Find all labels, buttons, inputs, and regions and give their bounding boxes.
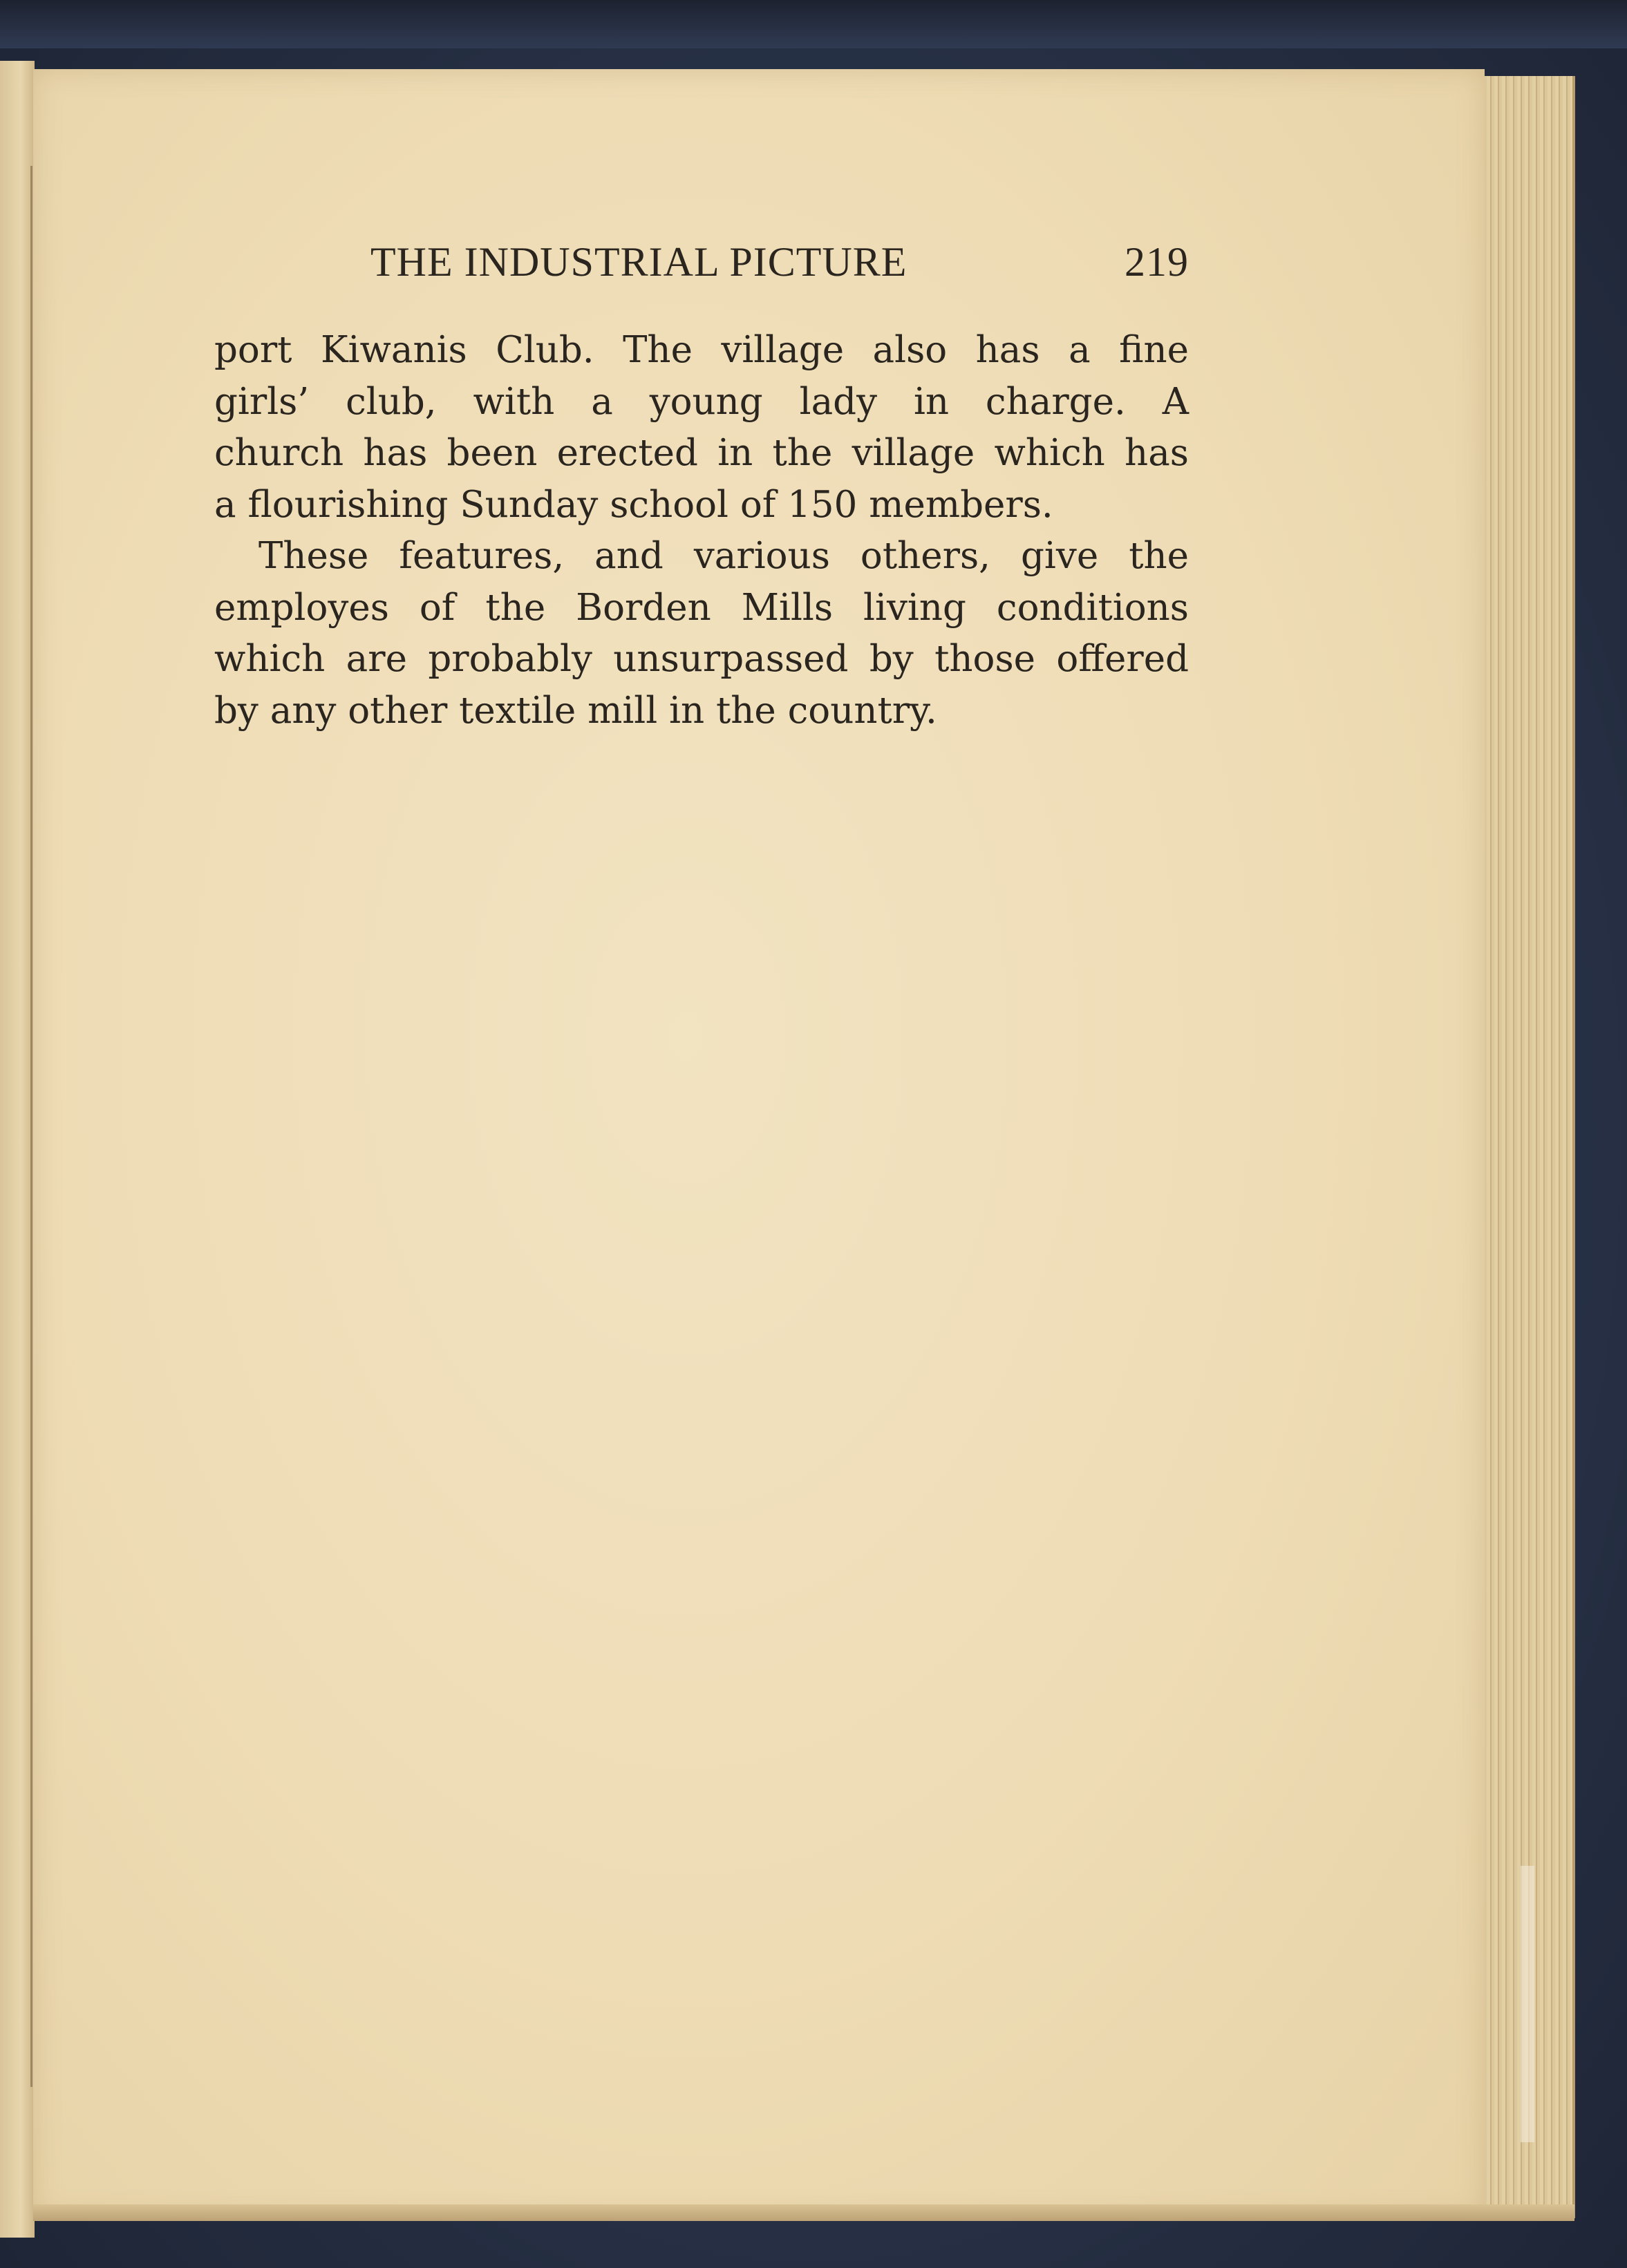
text-line: by any other textile mill in the country. xyxy=(214,689,937,732)
paragraph xyxy=(214,325,1189,531)
cover-top-edge xyxy=(0,0,1627,48)
paragraph xyxy=(214,531,1189,737)
page-number: 219 xyxy=(1125,239,1189,285)
text-line: which are probably unsurpassed by those offered xyxy=(214,638,1189,680)
text-line: church has been erected in the village which has xyxy=(214,432,1189,474)
page-edges-highlight xyxy=(1521,1866,1534,2142)
text-line: a flourishing Sunday school of 150 members. xyxy=(214,483,1053,526)
page-bottom-edge xyxy=(33,2204,1574,2221)
text-line: These features, and various others, give the xyxy=(258,535,1189,577)
running-header-title: THE INDUSTRIAL PICTURE xyxy=(370,239,907,285)
text-line: port Kiwanis Club. The village also has a fine xyxy=(214,329,1189,371)
text-line: girls’ club, with a young lady in charge. A xyxy=(214,380,1189,423)
running-header xyxy=(207,238,1189,294)
gutter-line xyxy=(30,166,32,2087)
text-line: employes of the Borden Mills living conditions xyxy=(214,586,1189,629)
facing-page-edge xyxy=(0,61,35,2238)
body-text xyxy=(214,325,1189,737)
